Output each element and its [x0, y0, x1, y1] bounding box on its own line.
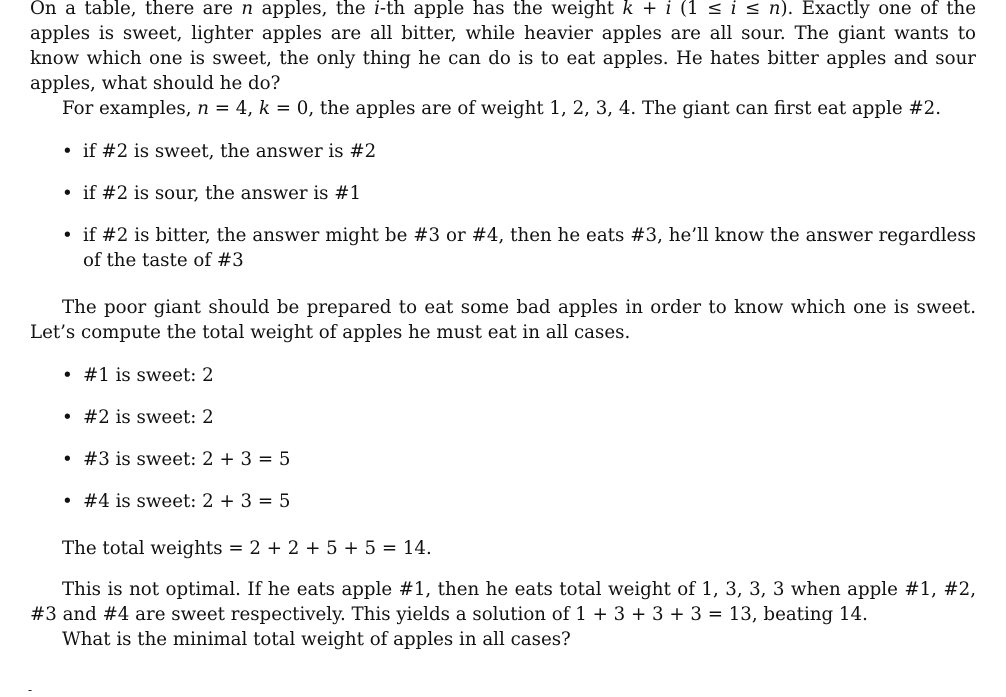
list-item-text: if #2 is bitter, the answer might be #3 or #4, then he eats #3, he’ll know the answer regardless of the taste of #3: [83, 225, 976, 271]
list-item: [30, 223, 976, 273]
intro-text: ≤: [736, 0, 769, 19]
bullet-icon: •: [62, 365, 73, 386]
var-n: n: [768, 0, 781, 19]
list-item-text: #1 is sweet: 2: [83, 365, 214, 386]
intro-paragraph: [30, 0, 976, 96]
question-paragraph: What is the minimal total weight of apples in all cases?: [62, 629, 571, 650]
document-page: [30, 0, 976, 652]
weight-list: [30, 363, 976, 514]
bullet-icon: •: [62, 225, 73, 246]
intro-text: Exactly one of the apples is sweet, lighter apples are all bitter, while heavier apples are all sour. The giant wants to know which one is sweet, the only thing he can do is to eat apples. He hates bitter apples and sour apples, what should he do?: [30, 0, 976, 94]
page-corner-mark: -: [28, 683, 33, 697]
intro-text: ).: [780, 0, 794, 19]
bullet-icon: •: [62, 141, 73, 162]
intro-text: (1 ≤: [671, 0, 731, 19]
var-k: k: [258, 98, 270, 119]
bullet-icon: •: [62, 183, 73, 204]
poor-giant-paragraph: The poor giant should be prepared to eat some bad apples in order to know which one is sweet. Let’s compute the total weight of apples he must eat in all cases.: [30, 297, 976, 343]
list-item-text: #2 is sweet: 2: [83, 407, 214, 428]
example-text: For examples,: [62, 98, 198, 119]
weight-formula: k + i: [622, 0, 672, 19]
bullet-icon: •: [62, 407, 73, 428]
list-item: [30, 139, 976, 164]
bullet-icon: •: [62, 449, 73, 470]
example-paragraph: [30, 96, 976, 121]
list-item: [30, 405, 976, 430]
example-text: = 0, the apples are of weight 1, 2, 3, 4. The giant can first eat apple #2.: [269, 98, 942, 119]
list-item: [30, 447, 976, 472]
list-item: [30, 363, 976, 388]
case-list: [30, 139, 976, 273]
total-weight-line: The total weights = 2 + 2 + 5 + 5 = 14.: [62, 538, 432, 559]
list-item-text: if #2 is sweet, the answer is #2: [83, 141, 377, 162]
not-optimal-paragraph: This is not optimal. If he eats apple #1, then he eats total weight of 1, 3, 3, 3 when apple #1, #2, #3 and #4 are sweet respectively. This yields a solution of 1 + 3 + 3 + 3 = 13, beating 14.: [30, 579, 976, 625]
list-item-text: #4 is sweet: 2 + 3 = 5: [83, 491, 291, 512]
list-item-text: #3 is sweet: 2 + 3 = 5: [83, 449, 291, 470]
intro-text: -th apple has the weight: [379, 0, 623, 19]
list-item-text: if #2 is sour, the answer is #1: [83, 183, 362, 204]
example-text: = 4,: [209, 98, 259, 119]
list-item: [30, 489, 976, 514]
var-i: i: [374, 0, 380, 19]
bullet-icon: •: [62, 491, 73, 512]
intro-text: On a table, there are: [30, 0, 242, 19]
var-n: n: [241, 0, 254, 19]
var-n: n: [197, 98, 209, 119]
var-i: i: [730, 0, 737, 19]
list-item: [30, 181, 976, 206]
intro-text: apples, the: [253, 0, 375, 19]
